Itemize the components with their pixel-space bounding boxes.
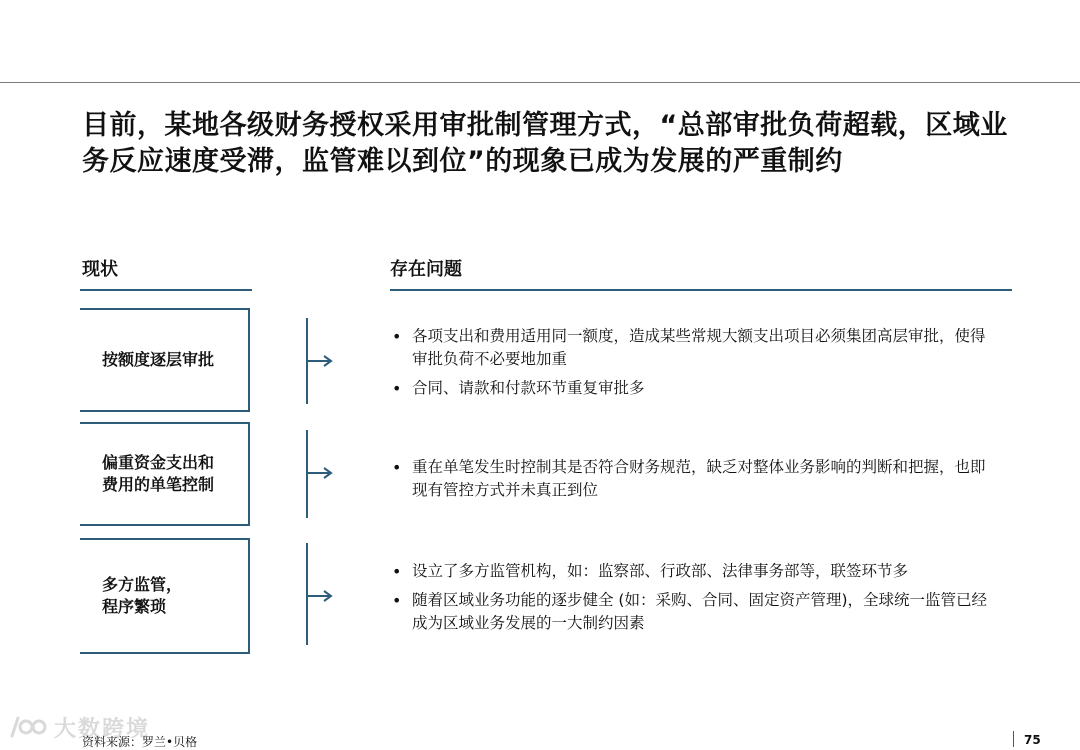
page-title: 目前，某地各级财务授权采用审批制管理方式，“总部审批负荷超载，区域业务反应速度受滞，监管难以到位”的现象已成为发展的严重制约 (82, 110, 1008, 177)
watermark-text: 大数跨境 (54, 716, 151, 742)
issue-list-row-2 (388, 456, 998, 508)
issue-list-row-3 (388, 560, 998, 641)
brand-logo-icon (8, 714, 48, 740)
status-column-header: 现状 (82, 259, 118, 280)
issue-item: • 合同、请款和付款环节重复审批多 (388, 377, 998, 400)
arrow-right-icon (308, 590, 333, 602)
status-label-row-2: 偏重资金支出和 费用的单笔控制 (102, 453, 215, 494)
status-box-row-2 (80, 422, 250, 526)
issue-item: • 重在单笔发生时控制其是否符合财务规范，缺乏对整体业务影响的判断和把握，也即现有管控方式并未真正到位 (388, 456, 998, 502)
arrow-right-icon (308, 467, 333, 479)
status-box-row-3 (80, 538, 250, 654)
issue-item: • 设立了多方监管机构，如：监察部、行政部、法律事务部等，联签环节多 (388, 560, 998, 583)
issue-list-row-1 (388, 325, 998, 406)
top-divider (0, 82, 1080, 83)
page-number: 75 (1024, 733, 1041, 747)
issues-column-header: 存在问题 (390, 259, 462, 280)
arrow-right-icon (308, 355, 333, 367)
issue-item: • 各项支出和费用适用同一额度，造成某些常规大额支出项目必须集团高层审批，使得审批负荷不必要地加重 (388, 325, 998, 371)
status-box-row-1 (80, 308, 250, 412)
issues-header-rule (390, 289, 1012, 291)
status-label-row-1: 按额度逐层审批 (102, 350, 215, 369)
source-note: 资料来源：罗兰•贝格 (82, 735, 198, 749)
issue-item: • 随着区域业务功能的逐步健全 (如：采购、合同、固定资产管理)，全球统一监管已经成为区域业务发展的一大制约因素 (388, 589, 998, 635)
status-header-rule (80, 289, 252, 291)
status-label-row-3: 多方监管， 程序繁琐 (102, 575, 183, 616)
page-number-divider (1013, 731, 1014, 747)
